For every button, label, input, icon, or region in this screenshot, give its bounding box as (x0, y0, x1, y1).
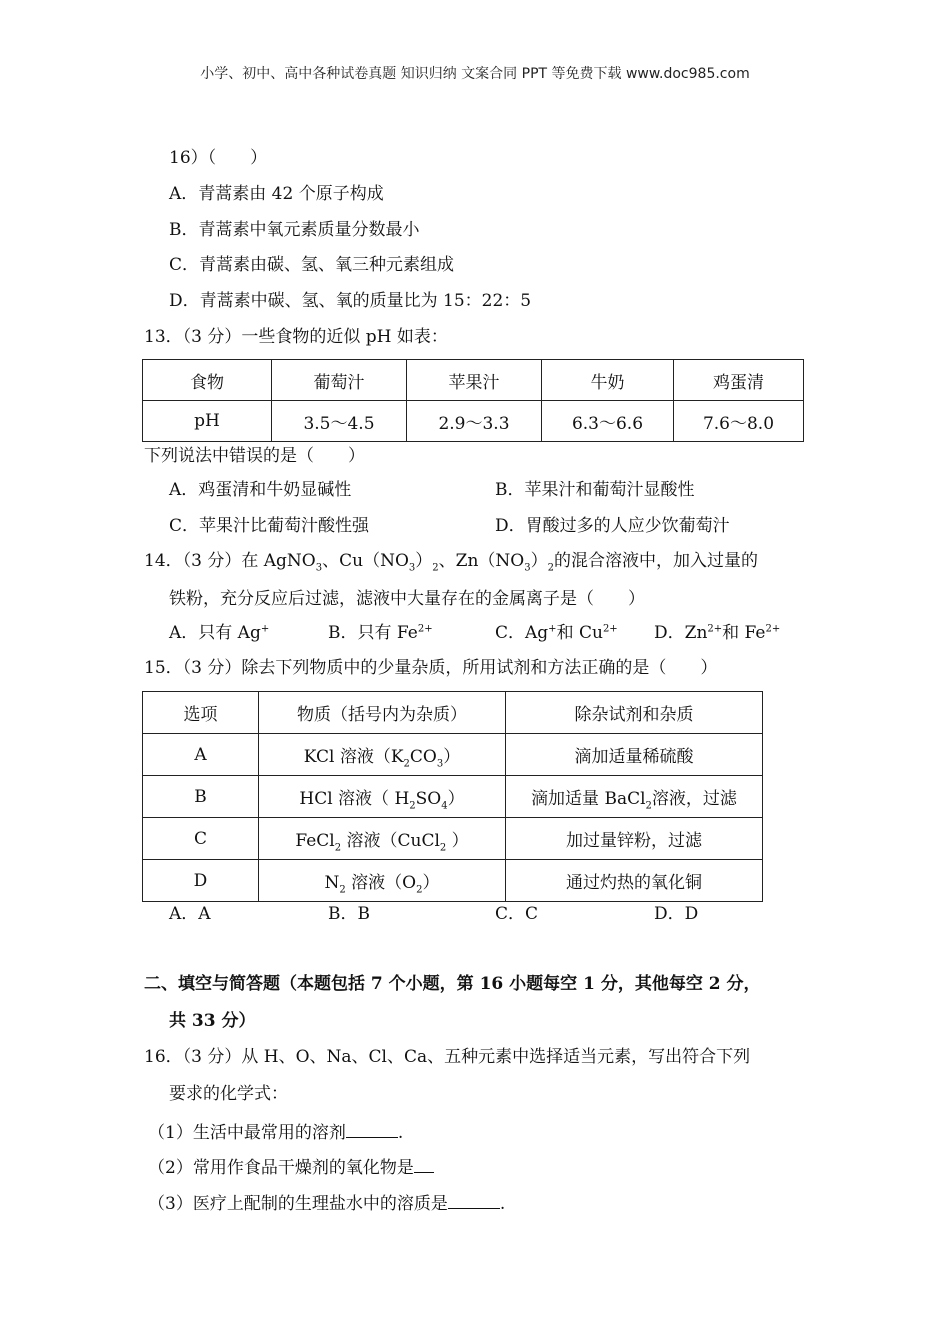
q14-option-d (654, 625, 780, 642)
cell-text: ） (443, 747, 461, 767)
ph-table-header-egg: 鸡蛋清 (674, 360, 804, 401)
ph-table-apple: 2.9～3.3 (407, 401, 542, 442)
q15-option-a: A．A (169, 904, 211, 924)
ph-table-header-milk: 牛奶 (542, 360, 674, 401)
item-text: （2）常用作食品干燥剂的氧化物是 (148, 1158, 414, 1178)
answer-blank[interactable] (346, 1122, 398, 1138)
table-row (143, 776, 763, 818)
item-text: （1）生活中最常用的溶剂 (148, 1123, 346, 1143)
purification-option: A (143, 734, 259, 776)
q15-option-c: C．C (495, 904, 539, 924)
purification-method (506, 776, 763, 818)
subscript: 4 (441, 800, 448, 812)
ph-table-grape: 3.5～4.5 (272, 401, 407, 442)
option-text: D．Zn (654, 623, 708, 643)
cell-text: 溶液（CuCl (341, 831, 440, 851)
item-text: （3）医疗上配制的生理盐水中的溶质是 (148, 1194, 448, 1214)
purification-header-method: 除杂试剂和杂质 (506, 692, 763, 734)
purification-substance (259, 776, 506, 818)
q16-item-2 (148, 1157, 434, 1177)
subscript: 3 (408, 562, 416, 574)
purification-method: 通过灼热的氧化铜 (506, 860, 763, 902)
option-text: A．只有 Ag (169, 623, 261, 643)
q14-stem (144, 551, 758, 574)
q13-option-c: C．苹果汁比葡萄汁酸性强 (169, 516, 370, 536)
superscript: + (548, 623, 557, 635)
answer-blank[interactable] (414, 1157, 434, 1173)
q14-stem-text: ） (415, 551, 433, 571)
purification-header-substance: 物质（括号内为杂质） (259, 692, 506, 734)
q12-option-d: D．青蒿素中碳、氢、氧的质量比为 15：22：5 (169, 291, 532, 311)
cell-text: KCl 溶液（K (303, 747, 404, 767)
subscript: 2 (547, 562, 554, 574)
subscript: 2 (403, 758, 410, 770)
q16-item-3 (148, 1193, 505, 1213)
purification-header-option: 选项 (143, 692, 259, 734)
superscript: 2+ (765, 623, 781, 635)
subscript: 2 (334, 842, 342, 854)
purification-method: 加过量锌粉，过滤 (506, 818, 763, 860)
q14-stem-text: 的混合溶液中，加入过量的 (553, 551, 758, 571)
subscript: 2 (339, 884, 346, 896)
q12-option-c: C．青蒿素由碳、氢、氧三种元素组成 (169, 255, 455, 275)
option-text: B．只有 Fe (328, 623, 418, 643)
table-row (143, 734, 763, 776)
q14-option-c (495, 625, 618, 642)
superscript: 2+ (417, 623, 433, 635)
subscript: 2 (416, 884, 423, 896)
subscript: 2 (432, 562, 439, 574)
q13-stem: 13．（3 分）一些食物的近似 pH 如表： (144, 327, 448, 347)
subscript: 3 (524, 562, 531, 574)
purification-table (142, 691, 763, 902)
q13-prompt: 下列说法中错误的是（ ） (144, 446, 365, 466)
option-text: 和 Fe (722, 623, 766, 643)
page-header: 小学、初中、高中各种试卷真题 知识归纳 文案合同 PPT 等免费下载 www.doc985.com (200, 66, 750, 82)
q14-option-b (328, 625, 433, 642)
ph-table (142, 359, 804, 442)
q16-stem: 16．（3 分）从 H、O、Na、Cl、Ca、五种元素中选择适当元素，写出符合下列 (144, 1047, 751, 1067)
subscript: 2 (645, 800, 652, 812)
q15-option-d: D．D (654, 904, 699, 924)
cell-text: 溶液（O (345, 873, 417, 893)
purification-method: 滴加适量稀硫酸 (506, 734, 763, 776)
superscript: 2+ (602, 623, 618, 635)
q14-stem-text: 14．（3 分）在 AgNO (144, 551, 316, 571)
table-row (143, 860, 763, 902)
purification-substance (259, 860, 506, 902)
table-row (143, 818, 763, 860)
q14-stem-text: ） (530, 551, 548, 571)
section-title: 二、填空与简答题（本题包括 7 个小题，第 16 小题每空 1 分，其他每空 2 分， (144, 974, 761, 994)
q12-option-b: B．青蒿素中氧元素质量分数最小 (169, 220, 420, 240)
q16-stem-line2: 要求的化学式： (169, 1084, 288, 1104)
subscript: 2 (409, 800, 416, 812)
q14-stem-text: 、Cu（NO (322, 551, 409, 571)
q15-stem: 15．（3 分）除去下列物质中的少量杂质，所用试剂和方法正确的是（ ） (144, 658, 718, 678)
cell-text: FeCl (295, 831, 335, 851)
cell-text: 溶液，过滤 (651, 789, 737, 809)
q14-stem-text: 、Zn（NO (438, 551, 525, 571)
purification-substance (259, 734, 506, 776)
cell-text: HCl 溶液（ H (299, 789, 410, 809)
cell-text: N (324, 873, 340, 893)
q13-option-a: A．鸡蛋清和牛奶显碱性 (169, 480, 352, 500)
cell-text: CO (409, 747, 437, 767)
ph-table-header-food: 食物 (143, 360, 272, 401)
q14-stem-line2: 铁粉，充分反应后过滤，滤液中大量存在的金属离子是（ ） (169, 589, 645, 609)
period: . (499, 1194, 506, 1214)
q14-option-a (169, 625, 269, 642)
q16-item-1 (148, 1122, 403, 1142)
q13-option-b: B．苹果汁和葡萄汁显酸性 (495, 480, 695, 500)
cell-text: ） (422, 873, 440, 893)
ph-table-label: pH (143, 401, 272, 442)
option-text: 和 Cu (556, 623, 603, 643)
ph-table-header-grape: 葡萄汁 (272, 360, 407, 401)
q15-option-b: B．B (328, 904, 370, 924)
superscript: + (260, 623, 270, 635)
cell-text: SO (415, 789, 442, 809)
ph-table-egg: 7.6～8.0 (674, 401, 804, 442)
answer-blank[interactable] (448, 1193, 500, 1209)
cell-text: 滴加适量 BaCl (531, 789, 646, 809)
ph-table-header-apple: 苹果汁 (407, 360, 542, 401)
section-title-line2: 共 33 分） (169, 1011, 256, 1031)
purification-substance (259, 818, 506, 860)
ph-table-milk: 6.3～6.6 (542, 401, 674, 442)
subscript: 2 (439, 842, 447, 854)
cell-text: ） (447, 789, 465, 809)
subscript: 3 (436, 758, 444, 770)
subscript: 3 (315, 562, 323, 574)
purification-option: B (143, 776, 259, 818)
q12-continuation: 16）（ ） (169, 148, 268, 168)
superscript: 2+ (707, 623, 723, 635)
purification-option: D (143, 860, 259, 902)
cell-text: ） (446, 831, 469, 851)
q13-option-d: D．胃酸过多的人应少饮葡萄汁 (495, 516, 730, 536)
option-text: C．Ag (495, 623, 549, 643)
period: . (397, 1123, 404, 1143)
q12-option-a: A．青蒿素由 42 个原子构成 (169, 184, 384, 204)
purification-option: C (143, 818, 259, 860)
